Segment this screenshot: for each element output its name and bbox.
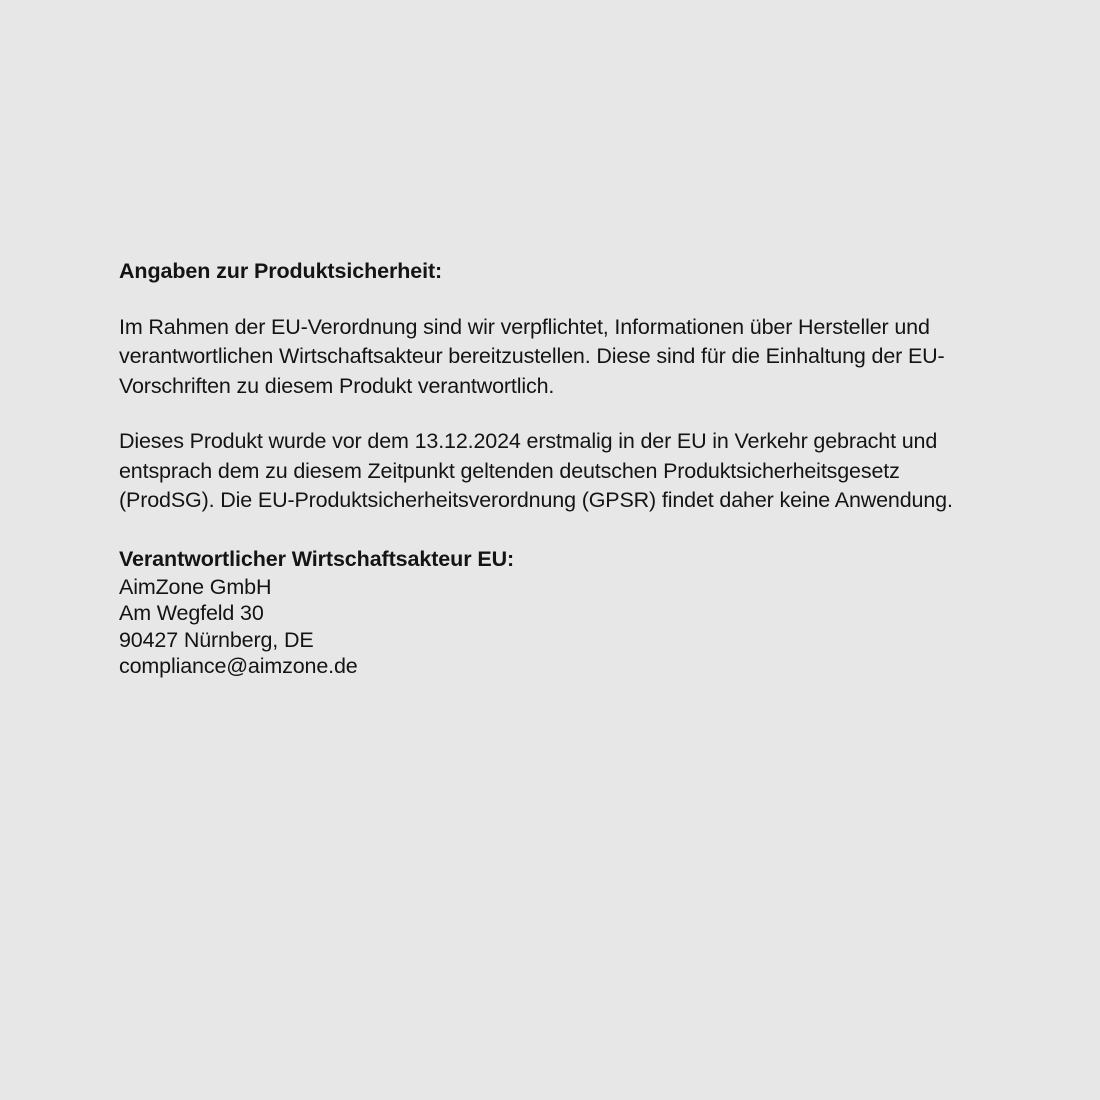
- page-title: Angaben zur Produktsicherheit:: [119, 259, 443, 283]
- responsible-operator-block: [119, 546, 999, 679]
- responsible-operator-heading: Verantwortlicher Wirtschaftsakteur EU:: [119, 546, 515, 571]
- operator-city: 90427 Nürnberg, DE: [119, 627, 314, 652]
- product-safety-section: [119, 258, 999, 679]
- gpsr-exemption-paragraph: Dieses Produkt wurde vor dem 13.12.2024 erstmalig in der EU in Verkehr gebracht und entsprach dem zu diesem Zeitpunkt geltenden deutschen Produktsicherheitsgesetz (ProdSG). Die EU-Produktsicherheitsverordnung (GPSR) findet daher keine Anwendung.: [119, 429, 953, 513]
- intro-paragraph: Im Rahmen der EU-Verordnung sind wir verpflichtet, Informationen über Hersteller und verantwortlichen Wirtschaftsakteur bereitzustellen. Diese sind für die Einhaltung der EU-Vorschriften zu diesem Produkt verantwortlich.: [119, 314, 945, 398]
- operator-street: Am Wegfeld 30: [119, 601, 264, 626]
- operator-company-name: AimZone GmbH: [119, 574, 272, 599]
- operator-email: compliance@aimzone.de: [119, 653, 358, 678]
